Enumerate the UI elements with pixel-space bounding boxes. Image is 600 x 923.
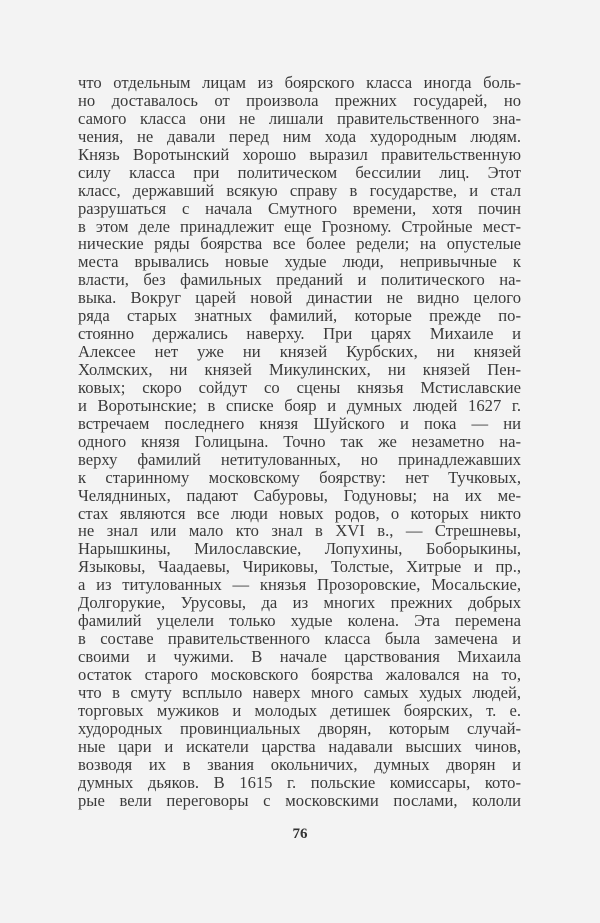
text-line: верху фамилий нетитулованных, но принадлежавших [78,449,521,469]
text-line: фамилий уцелели только худые колена. Эта перемена [78,611,521,631]
text-line: но доставалось от произвола прежних государей, но [78,90,521,110]
text-line: в составе правительственного класса была замечена и [78,629,521,649]
text-line: Нарышкины, Милославские, Лопухины, Боборыкины, [78,539,521,559]
text-line: силу класса при политическом бессилии лиц. Этот [78,162,521,182]
text-line: встречаем последнего князя Шуйского и пока — ни [78,413,521,433]
page-body-text [78,74,521,809]
text-line: что отдельным лицам из боярского класса иногда боль- [78,73,521,92]
text-line: рые вели переговоры с московскими послами, кололи [78,790,521,810]
text-line: власти, без фамильных преданий и политического на- [78,270,521,290]
text-line: чения, не давали перед ним хода худородным людям. [78,126,521,146]
text-line: своими и чужими. В начале царствования Михаила [78,647,521,666]
text-line: в этом деле принадлежит еще Грозному. Стройные мест- [78,216,521,236]
text-line: и Воротынские; в списке бояр и думных людей 1627 г. [78,395,521,415]
text-line: торговых мужиков и молодых детишек боярских, т. е. [78,700,521,720]
text-line: нические ряды боярства все более редели; на опустелые [78,234,521,254]
text-line: Князь Воротынский хорошо выразил правительственную [78,144,521,164]
text-line: места врывались новые худые люди, непривычные к [78,252,521,272]
text-line: ные цари и искатели царства надавали высших чинов, [78,736,521,756]
text-line: стах являются все люди новых родов, о которых никто [78,503,521,523]
text-line: Алексее нет уже ни князей Курбских, ни князей [78,342,521,362]
text-line: возводя их в звания окольничих, думных дворян и [78,754,521,774]
text-line: худородных провинциальных дворян, которым случай- [78,718,521,738]
text-line: ряда старых знатных фамилий, которые прежде по- [78,306,521,326]
page-number: 76 [292,826,308,842]
text-line: стоянно держались наверху. При царях Михаиле и [78,324,521,344]
text-line: класс, державший всякую справу в государстве, и стал [78,180,521,200]
text-line: разрушаться с начала Смутного времени, хотя почин [78,198,521,218]
text-line: Языковы, Чаадаевы, Чириковы, Толстые, Хитрые и пр., [78,557,521,577]
text-line: к старинному московскому боярству: нет Тучковых, [78,467,521,487]
text-line: ковых; скоро сойдут со сцены князья Мстиславские [78,377,521,397]
text-line: а из титулованных — князья Прозоровские, Мосальские, [78,575,521,595]
text-line: выка. Вокруг царей новой династии не видно целого [78,288,521,308]
text-line: Челядниных, падают Сабуровы, Годуновы; на их ме- [78,485,521,505]
text-line: одного князя Голицына. Точно так же незаметно на- [78,431,521,451]
text-line: думных дьяков. В 1615 г. польские комиссары, кото- [78,772,521,792]
text-line: Холмских, ни князей Микулинских, ни князей Пен- [78,360,521,379]
text-line: не знал или мало кто знал в XVI в., — Стрешневы, [78,521,521,541]
text-line: остаток старого московского боярства жаловался на то, [78,664,521,684]
text-line: что в смуту всплыло наверх много самых худых людей, [78,682,521,702]
text-line: самого класса они не лишали правительственного зна- [78,108,521,128]
text-line: Долгорукие, Урусовы, да из многих прежних добрых [78,593,521,613]
